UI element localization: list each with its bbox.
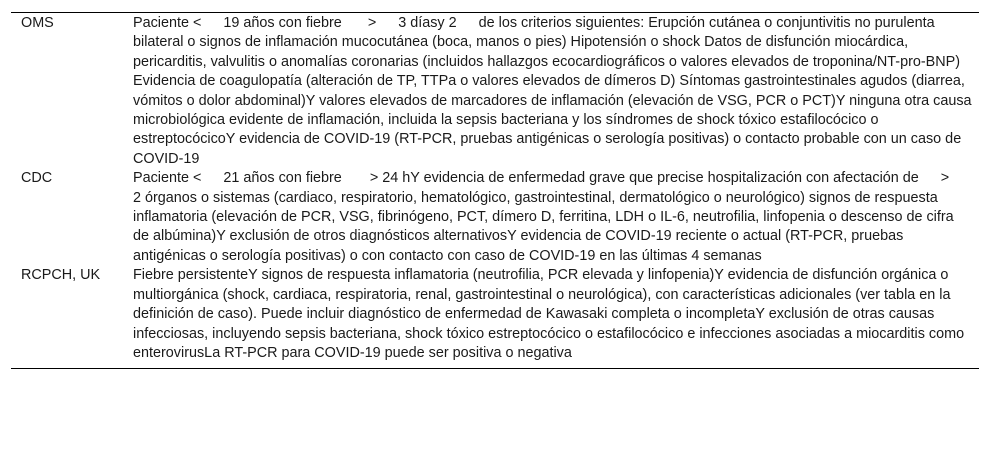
row-criteria — [133, 169, 979, 266]
row-label: CDC — [21, 170, 53, 187]
row-label: OMS — [11, 13, 133, 170]
text-fragment: 19 años con fiebre — [223, 15, 342, 31]
row-criteria — [133, 13, 979, 170]
text-fragment: Paciente < — [133, 15, 202, 31]
text-fragment: Paciente < — [133, 170, 202, 187]
text-fragment: > — [940, 170, 950, 187]
criteria-table — [11, 12, 979, 369]
text-fragment: 2 órganos o sistemas (cardiaco, respiratorio, hematológico, gastrointestinal, dermatológico o neurológico) signos de respuesta inflamatoria (elevación de PCR, VSG, fibrinógeno, PCT, dímero D, ferritina, LDH o IL-6, neutrofilia, linfopenia o descenso de cifra de albúmina)Y exclusión de otros diagnósticos alternativosY evidencia de COVID-19 reciente o actual (RT-PCR, pruebas antigénicas o serología positivas) o con contacto con caso de COVID-19 en las últimas 4 semanas — [133, 189, 954, 264]
text-fragment: de los criterios siguientes: Erupción cutánea o conjuntivitis no purulenta bilateral o signos de inflamación mucocutánea (boca, manos o pies) Hipotensión o shock Datos de disfunción miocárdica, pericarditis, valvulitis o anomalías coronarias (incluidos hallazgos ecocardiográficos o valores elevados de troponina/NT-pro-BNP) Evidencia de coagulopatía (alteración de TP, TTPa o valores elevados de dímeros D) Síntomas gastrointestinales agudos (diarrea, vómitos o dolor abdominal)Y valores elevados de marcadores de inflamación (elevación de VSG, PCR o PCT)Y ninguna otra causa microbiológica evidente de inflamación, incluida la sepsis bacteriana y los síndromes de shock tóxico estafilocócico o estreptocócicoY evidencia de COVID-19 (RT-PCR, pruebas antigénicas o serología positivas) o contacto probable con un caso de COVID-19 — [133, 15, 972, 167]
text-fragment: > 24 hY evidencia de enfermedad grave que precise hospitalización con afectación de — [369, 170, 919, 187]
table-row — [11, 266, 979, 369]
table-row — [11, 13, 979, 170]
row-criteria — [133, 266, 979, 369]
text-fragment: 21 años con fiebre — [223, 170, 342, 187]
text-fragment: > — [367, 15, 377, 31]
table-row — [11, 169, 979, 266]
text-fragment: 3 díasy 2 — [398, 15, 457, 31]
row-label: RCPCH, UK — [11, 266, 133, 369]
text-fragment: Fiebre persistenteY signos de respuesta inflamatoria (neutrofilia, PCR elevada y linfopenia)Y evidencia de disfunción orgánica o multiorgánica (shock, cardiaca, respiratoria, renal, gastrointestinal o neurológica), con características adicionales (ver tabla en la definición de caso). Puede incluir diagnóstico de enfermedad de Kawasaki completa o incompletaY exclusión de otras causas infecciosas, incluyendo sepsis bacteriana, shock tóxico estreptocócico o estafilocócico e infecciones asociadas a miocarditis como enterovirusLa RT-PCR para COVID-19 puede ser positiva o negativa — [133, 267, 965, 361]
